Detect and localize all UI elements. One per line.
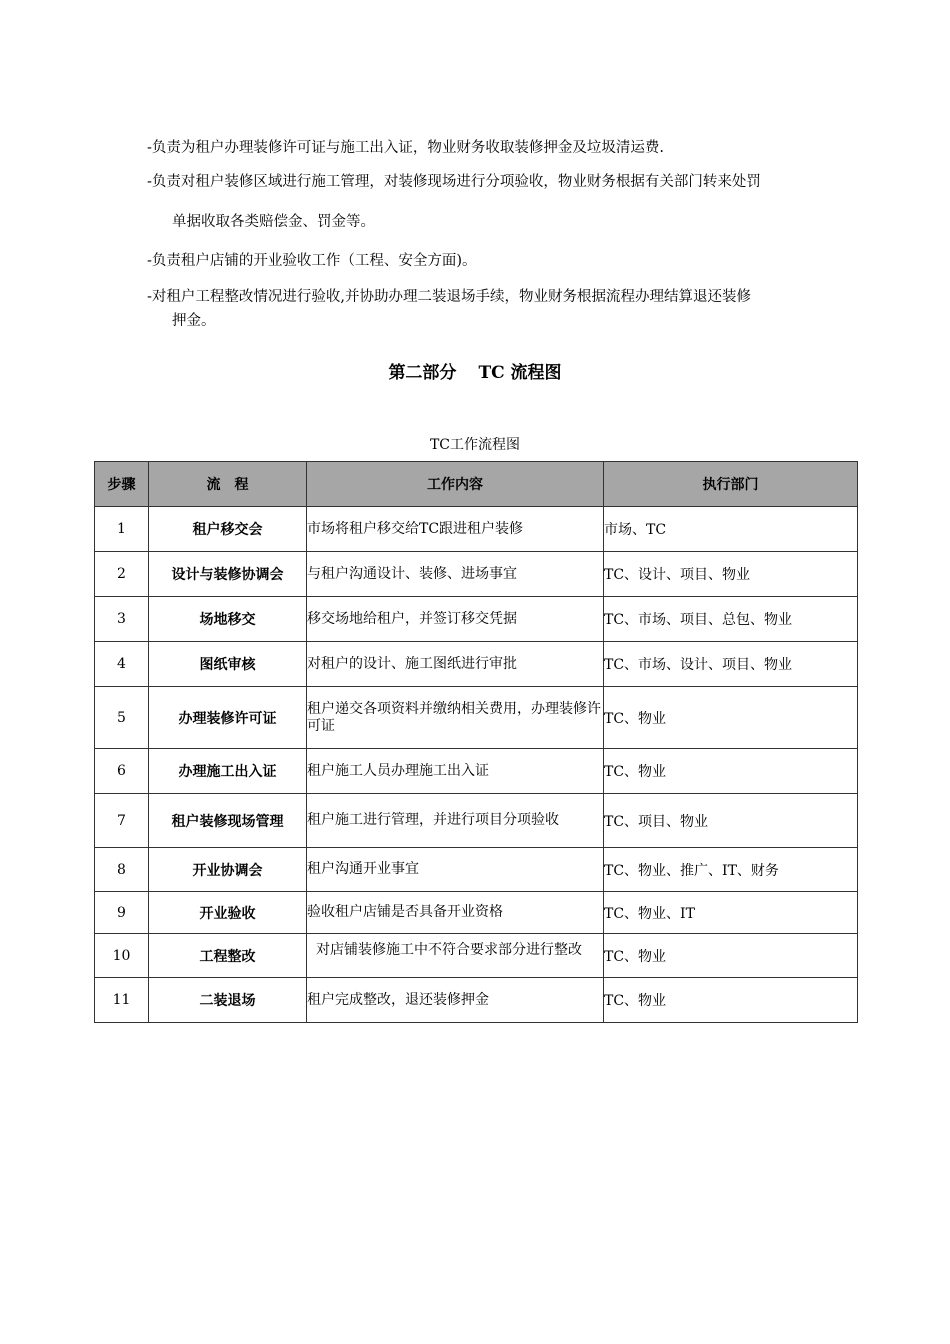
table-row <box>95 597 858 642</box>
cell-content: 对租户的设计、施工图纸进行审批 <box>307 642 604 687</box>
section-title-text: TC 流程图 <box>478 363 562 383</box>
cell-content: 租户施工进行管理，并进行项目分项验收 <box>307 794 604 848</box>
header-dept: 执行部门 <box>604 462 858 507</box>
table-row <box>95 749 858 794</box>
table-caption: TC工作流程图 <box>429 437 521 453</box>
cell-dept: 市场、TC <box>604 507 858 552</box>
table-row <box>95 552 858 597</box>
responsibility-item <box>147 162 867 242</box>
cell-flow: 图纸审核 <box>149 642 307 687</box>
cell-step: 2 <box>95 552 149 597</box>
responsibility-item <box>147 285 867 333</box>
table-row <box>95 848 858 892</box>
cell-step: 3 <box>95 597 149 642</box>
bullet-text: -负责租户店铺的开业验收工作（工程、安全方面)。 <box>147 253 477 269</box>
table-row <box>95 794 858 848</box>
cell-flow: 办理施工出入证 <box>149 749 307 794</box>
header-flow: 流 程 <box>149 462 307 507</box>
cell-dept: TC、物业、推广、IT、财务 <box>604 848 858 892</box>
cell-step: 11 <box>95 978 149 1023</box>
section-heading <box>0 358 950 383</box>
table-header-row <box>95 462 858 507</box>
cell-flow: 租户装修现场管理 <box>149 794 307 848</box>
cell-dept: TC、物业 <box>604 978 858 1023</box>
table-row <box>95 892 858 934</box>
cell-flow: 开业验收 <box>149 892 307 934</box>
cell-dept: TC、设计、项目、物业 <box>604 552 858 597</box>
table-row <box>95 507 858 552</box>
cell-content: 与租户沟通设计、装修、进场事宜 <box>307 552 604 597</box>
section-part: 第二部分 <box>388 363 457 383</box>
cell-content: 移交场地给租户，并签订移交凭据 <box>307 597 604 642</box>
cell-step: 6 <box>95 749 149 794</box>
bullet-text: -对租户工程整改情况进行验收,并协助办理二装退场手续，物业财务根据流程办理结算退还装修 <box>147 289 752 305</box>
cell-step: 10 <box>95 934 149 978</box>
tc-workflow-table <box>94 461 858 1023</box>
cell-flow: 工程整改 <box>149 934 307 978</box>
cell-content <box>307 934 604 978</box>
responsibility-item <box>147 242 867 280</box>
cell-content: 租户沟通开业事宜 <box>307 848 604 892</box>
cell-step: 5 <box>95 687 149 749</box>
table-row <box>95 978 858 1023</box>
cell-content: 租户递交各项资料并缴纳相关费用，办理装修许可证 <box>307 687 604 749</box>
responsibility-item <box>147 134 867 162</box>
cell-flow: 办理装修许可证 <box>149 687 307 749</box>
cell-flow: 设计与装修协调会 <box>149 552 307 597</box>
header-step: 步骤 <box>95 462 149 507</box>
cell-dept: TC、市场、项目、总包、物业 <box>604 597 858 642</box>
cell-dept: TC、项目、物业 <box>604 794 858 848</box>
cell-step: 7 <box>95 794 149 848</box>
cell-flow: 开业协调会 <box>149 848 307 892</box>
cell-dept: TC、市场、设计、项目、物业 <box>604 642 858 687</box>
responsibility-list <box>147 134 867 333</box>
bullet-text: -负责对租户装修区域进行施工管理，对装修现场进行分项验收，物业财务根据有关部门转来处罚 <box>147 174 761 190</box>
cell-dept: TC、物业 <box>604 749 858 794</box>
cell-step: 1 <box>95 507 149 552</box>
bullet-text: -负责为租户办理装修许可证与施工出入证，物业财务收取装修押金及垃圾清运费. <box>147 140 665 156</box>
header-content: 工作内容 <box>307 462 604 507</box>
cell-content: 验收租户店铺是否具备开业资格 <box>307 892 604 934</box>
cell-step: 8 <box>95 848 149 892</box>
cell-content: 租户完成整改，退还装修押金 <box>307 978 604 1023</box>
cell-flow: 二装退场 <box>149 978 307 1023</box>
table-row <box>95 934 858 978</box>
bullet-text-continued: 押金。 <box>172 313 216 329</box>
table-row <box>95 642 858 687</box>
cell-dept: TC、物业 <box>604 687 858 749</box>
cell-flow: 租户移交会 <box>149 507 307 552</box>
cell-content-text: 对店铺装修施工中不符合要求部分进行整改 <box>316 942 582 958</box>
cell-content: 市场将租户移交给TC跟进租户装修 <box>307 507 604 552</box>
table-row <box>95 687 858 749</box>
cell-dept: TC、物业 <box>604 934 858 978</box>
cell-flow: 场地移交 <box>149 597 307 642</box>
bullet-text-continued: 单据收取各类赔偿金、罚金等。 <box>172 214 375 230</box>
cell-step: 4 <box>95 642 149 687</box>
cell-dept: TC、物业、IT <box>604 892 858 934</box>
cell-content: 租户施工人员办理施工出入证 <box>307 749 604 794</box>
cell-step: 9 <box>95 892 149 934</box>
